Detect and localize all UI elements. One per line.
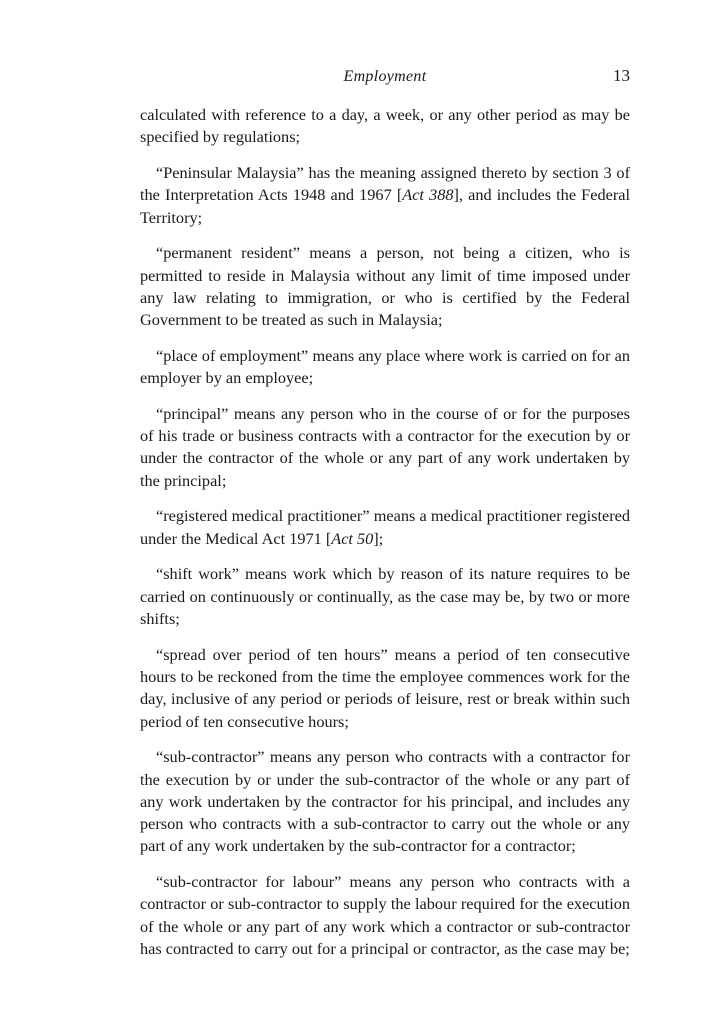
document-page <box>140 66 630 966</box>
page-number: 13 <box>613 66 630 85</box>
act-reference: Act 388 <box>402 185 454 205</box>
document-body <box>140 104 630 960</box>
running-header <box>140 66 630 90</box>
definition-sub-contractor: “sub-contractor” means any person who contracts with a contractor for the execution by or under the sub-contractor of the whole or any part of any work undertaken by the contractor for his principal, and includes any person who contracts with a sub-contractor to carry out the whole or any part of any work undertaken by the sub-contractor for a contractor; <box>140 747 630 856</box>
definition-sub-contractor-for-labour: “sub-contractor for labour” means any person who contracts with a contractor or sub-contractor to supply the labour required for the execution of the whole or any part of any work which a contractor or sub-contractor has contracted to carry out for a principal or contractor, as the case may be; <box>140 872 630 959</box>
definition-shift-work: “shift work” means work which by reason of its nature requires to be carried on continuously or continually, as the case may be, by two or more shifts; <box>140 564 630 628</box>
running-title: Employment <box>343 68 427 85</box>
definition-permanent-resident: “permanent resident” means a person, not being a citizen, who is permitted to reside in Malaysia without any limit of time imposed under any law relating to immigration, or who is certified by the Federal Government to be treated as such in Malaysia; <box>140 243 630 330</box>
definition-place-of-employment: “place of employment” means any place where work is carried on for an employer by an employee; <box>140 345 630 388</box>
definition-continuation: calculated with reference to a day, a week, or any other period as may be specified by regulations; <box>140 105 630 147</box>
definition-principal: “principal” means any person who in the course of or for the purposes of his trade or business contracts with a contractor for the execution by or under the contractor of the whole or any part of any work undertaken by the principal; <box>140 403 630 490</box>
definition-text: ]; <box>373 528 384 548</box>
definition-text: “registered medical practitioner” means a medical practitioner registered under the Medical Act 1971 [ <box>140 506 630 548</box>
definition-spread-over-period: “spread over period of ten hours” means a period of ten consecutive hours to be reckoned from the time the employee commences work for the day, inclusive of any period or periods of leisure, rest or break within such period of ten consecutive hours; <box>140 644 630 731</box>
definition-registered-medical-practitioner <box>140 505 630 550</box>
definition-text: “Peninsular Malaysia” has the meaning assigned thereto by section 3 of the Interpretation Acts 1948 and 1967 [ <box>140 162 630 205</box>
definition-peninsular-malaysia <box>140 162 630 229</box>
definition-text: ], and includes the Federal Territory; <box>140 185 630 227</box>
act-reference: Act 50 <box>331 528 374 548</box>
